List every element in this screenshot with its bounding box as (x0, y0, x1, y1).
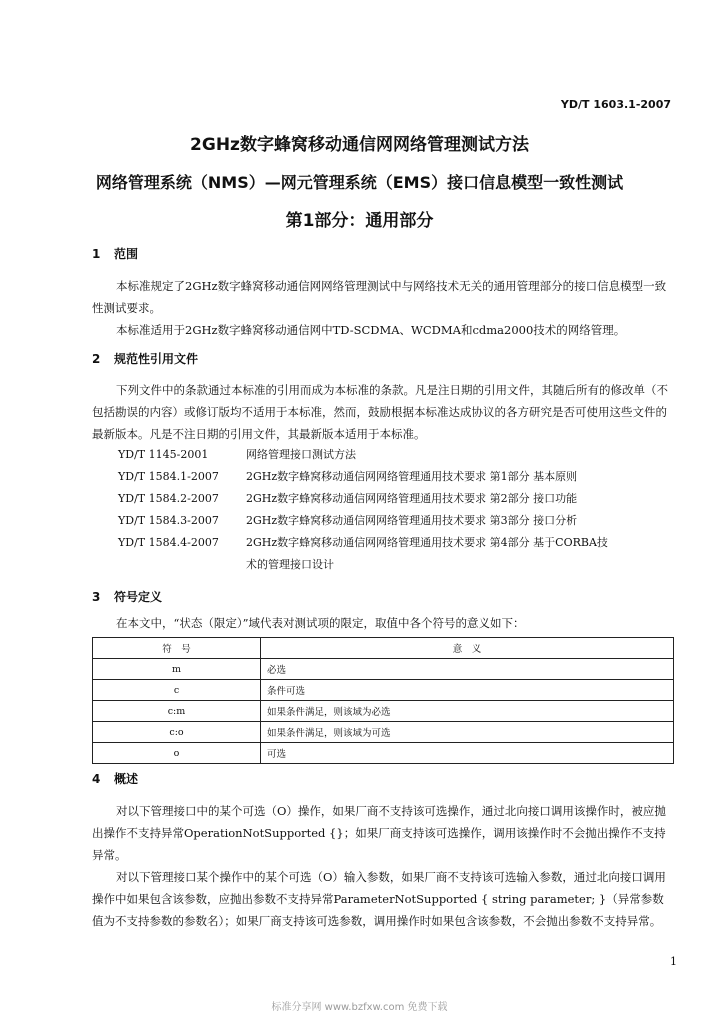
table-row (93, 680, 674, 701)
section-3-heading (92, 588, 162, 605)
paragraph: 下列文件中的条款通过本标准的引用而成为本标准的条款。凡是注日期的引用文件，其随后所有的修改单（不包括勘误的内容）或修订版均不适用于本标准，然而，鼓励根据本标准达成协议的各方研究是否可使用这些文件的最新版本。凡是不注日期的引用文件，其最新版本适用于本标准。 (92, 383, 668, 441)
section-4-heading (92, 770, 138, 787)
reference-continuation: 术的管理接口设计 (246, 558, 334, 571)
footer-watermark: 标准分享网 www.bzfxw.com 免费下载 (271, 1002, 448, 1013)
symbol-table (92, 637, 674, 764)
reference-code: YD/T 1584.1-2007 (118, 470, 219, 483)
section-number: 4 (92, 772, 101, 786)
reference-code: YD/T 1584.3-2007 (118, 514, 219, 527)
paragraph: 对以下管理接口某个操作中的某个可选（O）输入参数，如果厂商不支持该可选输入参数，通过北向接口调用操作中如果包含该参数，应抛出参数不支持异常ParameterNotSupported { string parameter; }（异常参数值为不支持参数的参数名）；如果厂商支持该可选参数，调用操作时如果包含该参数，不会抛出参数不支持异常。 (92, 870, 666, 928)
reference-title: 2GHz数字蜂窝移动通信网网络管理通用技术要求 第1部分 基本原则 (246, 470, 578, 483)
section-number: 1 (92, 247, 101, 261)
reference-item (118, 510, 678, 532)
table-row (93, 659, 674, 680)
reference-title: 2GHz数字蜂窝移动通信网网络管理通用技术要求 第4部分 基于CORBA技 (246, 536, 608, 549)
section-title: 规范性引用文件 (114, 352, 199, 366)
section-1-heading (92, 245, 138, 262)
table-row (93, 743, 674, 764)
section-title: 概述 (114, 772, 139, 786)
reference-code: YD/T 1584.4-2007 (118, 536, 219, 549)
meaning-cell: 条件可选 (261, 680, 674, 701)
symbol-cell: c:o (93, 722, 261, 743)
title-line-1: 2GHz数字蜂窝移动通信网网络管理测试方法 (190, 135, 529, 155)
reference-code: YD/T 1584.2-2007 (118, 492, 219, 505)
reference-item (118, 444, 678, 466)
symbol-cell: o (93, 743, 261, 764)
column-header: 符 号 (93, 638, 261, 659)
paragraph: 对以下管理接口中的某个可选（O）操作，如果厂商不支持该可选操作，通过北向接口调用该操作时，被应抛出操作不支持异常OperationNotSupported {}；如果厂商支持该可选操作，调用该操作时不会抛出操作不支持异常。 (92, 804, 666, 862)
reference-title: 网络管理接口测试方法 (246, 448, 356, 461)
symbol-cell: m (93, 659, 261, 680)
page-number: 1 (670, 955, 677, 968)
table-row (93, 722, 674, 743)
table-header-row (93, 638, 674, 659)
symbol-cell: c:m (93, 701, 261, 722)
section-title: 符号定义 (114, 590, 163, 604)
section-2-heading (92, 350, 198, 367)
paragraph: 本标准适用于2GHz数字蜂窝移动通信网中TD-SCDMA、WCDMA和cdma2000技术的网络管理。 (116, 323, 626, 337)
reference-item (118, 488, 678, 510)
paragraph: 本标准规定了2GHz数字蜂窝移动通信网网络管理测试中与网络技术无关的通用管理部分的接口信息模型一致性测试要求。 (92, 279, 667, 315)
title-line-2: 网络管理系统（NMS）—网元管理系统（EMS）接口信息模型一致性测试 (95, 173, 624, 192)
symbol-cell: c (93, 680, 261, 701)
section-number: 2 (92, 352, 101, 366)
meaning-cell: 必选 (261, 659, 674, 680)
meaning-cell: 如果条件满足，则该域为必选 (261, 701, 674, 722)
column-header: 意 义 (261, 638, 674, 659)
standard-code: YD/T 1603.1-2007 (560, 98, 671, 111)
section-title: 范围 (114, 247, 139, 261)
reference-item (118, 466, 678, 488)
reference-title: 2GHz数字蜂窝移动通信网网络管理通用技术要求 第3部分 接口分析 (246, 514, 578, 527)
meaning-cell: 可选 (261, 743, 674, 764)
reference-item (118, 532, 678, 554)
meaning-cell: 如果条件满足，则该域为可选 (261, 722, 674, 743)
reference-title: 2GHz数字蜂窝移动通信网网络管理通用技术要求 第2部分 接口功能 (246, 492, 578, 505)
table-row (93, 701, 674, 722)
section-number: 3 (92, 590, 101, 604)
reference-code: YD/T 1145-2001 (118, 448, 209, 461)
paragraph: 在本文中，“状态（限定）”域代表对测试项的限定，取值中各个符号的意义如下： (116, 616, 525, 630)
title-line-3: 第1部分：通用部分 (285, 211, 434, 231)
